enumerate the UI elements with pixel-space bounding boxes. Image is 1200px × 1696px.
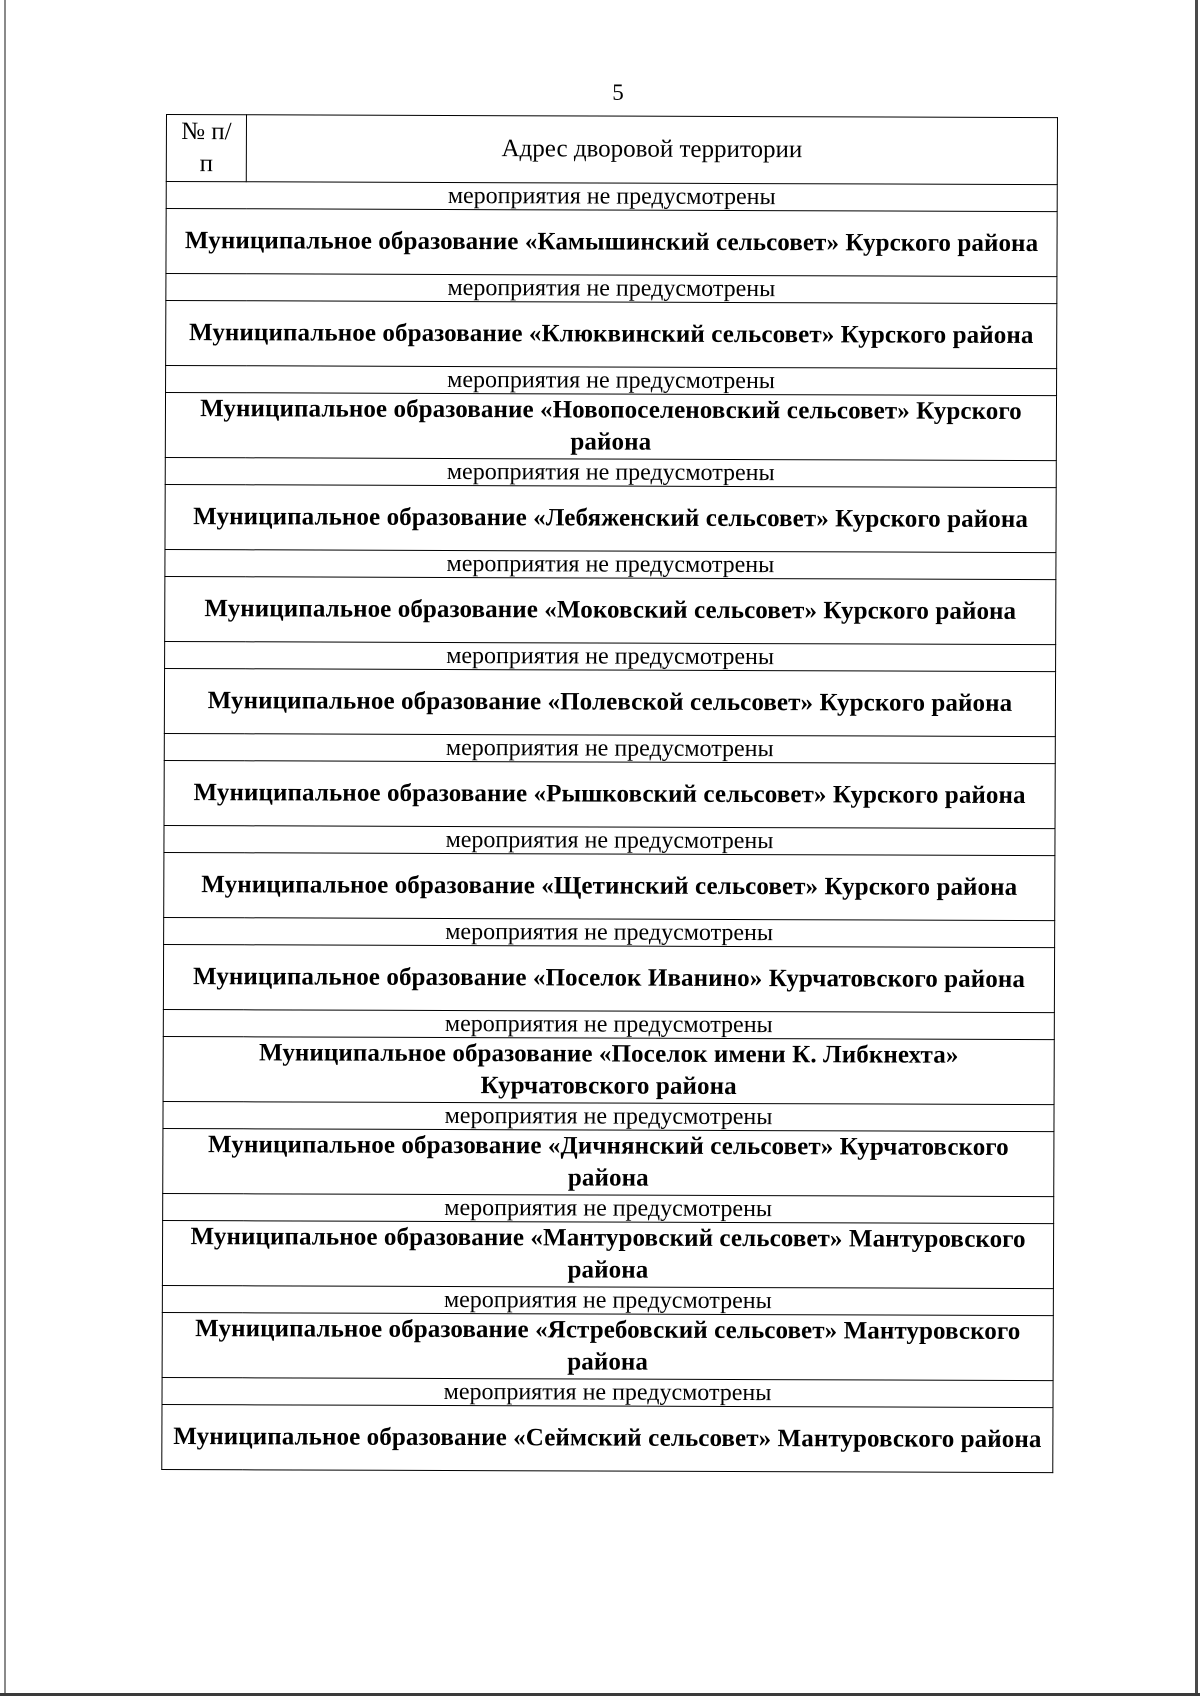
no-measures-text: мероприятия не предусмотрены <box>162 1377 1053 1407</box>
table-header-row <box>166 115 1057 185</box>
municipality-row <box>166 209 1057 277</box>
no-measures-row <box>163 1101 1054 1131</box>
municipality-row <box>165 484 1056 552</box>
no-measures-row <box>164 917 1055 947</box>
header-address-cell: Адрес дворовой территории <box>246 115 1057 185</box>
no-measures-text: мероприятия не предусмотрены <box>165 549 1056 579</box>
municipality-name: Муниципальное образование «Сеймский сельсовет» Мантуровского района <box>162 1404 1053 1472</box>
no-measures-row <box>163 1009 1054 1039</box>
no-measures-text: мероприятия не предусмотрены <box>166 274 1057 304</box>
no-measures-row <box>163 1193 1054 1223</box>
no-measures-text: мероприятия не предусмотрены <box>163 1009 1054 1039</box>
municipality-row <box>162 1404 1053 1472</box>
no-measures-row <box>166 182 1057 212</box>
no-measures-text: мероприятия не предусмотрены <box>166 366 1057 396</box>
municipality-name: Муниципальное образование «Полевской сельсовет» Курского района <box>164 668 1055 736</box>
no-measures-text: мероприятия не предусмотрены <box>164 733 1055 763</box>
municipality-row <box>164 760 1055 828</box>
page-edge-right <box>1195 0 1198 1696</box>
municipality-row <box>162 1312 1053 1380</box>
municipality-row <box>165 576 1056 644</box>
no-measures-row <box>165 641 1056 671</box>
municipality-row <box>163 1036 1054 1104</box>
no-measures-text: мероприятия не предусмотрены <box>162 1285 1053 1315</box>
no-measures-text: мероприятия не предусмотрены <box>164 825 1055 855</box>
no-measures-text: мероприятия не предусмотрены <box>163 1193 1054 1223</box>
address-table-body <box>162 115 1058 1473</box>
no-measures-row <box>165 457 1056 487</box>
municipality-name: Муниципальное образование «Щетинский сельсовет» Курского района <box>164 852 1055 920</box>
page-edge-left <box>4 0 6 1696</box>
municipality-name: Муниципальное образование «Моковский сельсовет» Курского района <box>165 576 1056 644</box>
municipality-row <box>165 393 1056 461</box>
no-measures-text: мероприятия не предусмотрены <box>164 917 1055 947</box>
municipality-name: Муниципальное образование «Мантуровский сельсовет» Мантуровского района <box>162 1220 1053 1288</box>
municipality-row <box>162 1220 1053 1288</box>
no-measures-text: мероприятия не предусмотрены <box>166 182 1057 212</box>
municipality-row <box>164 852 1055 920</box>
page-number: 5 <box>612 80 624 105</box>
no-measures-text: мероприятия не предусмотрены <box>163 1101 1054 1131</box>
municipality-row <box>164 668 1055 736</box>
municipality-row <box>166 301 1057 369</box>
address-table <box>161 114 1058 1473</box>
municipality-name: Муниципальное образование «Поселок имени К. Либкнехта» Курчатовского района <box>163 1036 1054 1104</box>
no-measures-row <box>162 1285 1053 1315</box>
no-measures-row <box>166 274 1057 304</box>
no-measures-row <box>166 366 1057 396</box>
municipality-name: Муниципальное образование «Камышинский сельсовет» Курского района <box>166 209 1057 277</box>
municipality-row <box>163 944 1054 1012</box>
no-measures-row <box>164 825 1055 855</box>
municipality-name: Муниципальное образование «Поселок Иванино» Курчатовского района <box>163 944 1054 1012</box>
header-num-cell: № п/п <box>166 115 246 182</box>
municipality-name: Муниципальное образование «Дичнянский сельсовет» Курчатовского района <box>163 1128 1054 1196</box>
municipality-name: Муниципальное образование «Клюквинский сельсовет» Курского района <box>166 301 1057 369</box>
no-measures-row <box>162 1377 1053 1407</box>
no-measures-text: мероприятия не предусмотрены <box>165 641 1056 671</box>
no-measures-text: мероприятия не предусмотрены <box>165 457 1056 487</box>
municipality-name: Муниципальное образование «Ястребовский сельсовет» Мантуровского района <box>162 1312 1053 1380</box>
no-measures-row <box>164 733 1055 763</box>
municipality-row <box>163 1128 1054 1196</box>
no-measures-row <box>165 549 1056 579</box>
municipality-name: Муниципальное образование «Новопоселеновский сельсовет» Курского района <box>165 393 1056 461</box>
municipality-name: Муниципальное образование «Рышковский сельсовет» Курского района <box>164 760 1055 828</box>
municipality-name: Муниципальное образование «Лебяженский сельсовет» Курского района <box>165 484 1056 552</box>
